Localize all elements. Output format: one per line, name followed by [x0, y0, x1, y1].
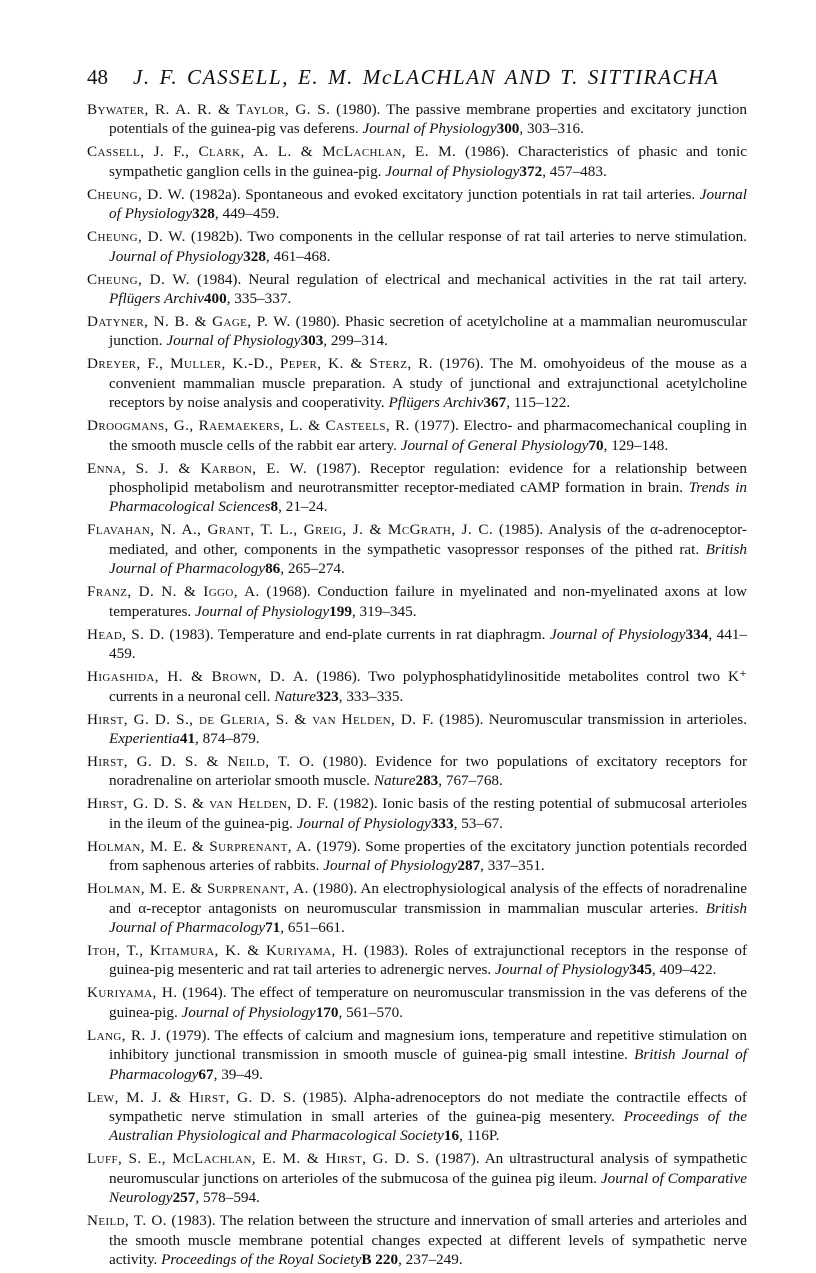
- reference-authors: Dreyer, F., Muller, K.-D., Peper, K. & Sterz, R.: [87, 355, 433, 373]
- reference-text: (1979). Some properties of the excitatory junction potentials recorded from saphenous arteries of rabbits.: [109, 837, 747, 875]
- reference-text: (1984). Neural regulation of electrical and mechanical activities in the rat tail artery.: [189, 270, 747, 288]
- reference-pages: , 461–468.: [265, 247, 331, 265]
- reference-entry: [87, 582, 747, 621]
- reference-text: (1985). Alpha-adrenoceptors do not mediate the contractile effects of sympathetic nerve stimulation in small arteries of the guinea-pig mesentery.: [109, 1088, 747, 1125]
- reference-authors: Cassell, J. F., Clark, A. L. & McLachlan, E. M.: [87, 143, 457, 161]
- reference-entry: [87, 983, 747, 1022]
- reference-text: (1980). Evidence for two populations of excitatory receptors for noradrenaline on arteriolar smooth muscle.: [109, 752, 747, 790]
- reference-volume: 334: [685, 625, 709, 643]
- reference-journal: Journal of Physiology: [181, 1003, 316, 1021]
- reference-entry: [87, 459, 747, 517]
- reference-pages: , 409–422.: [651, 961, 717, 979]
- reference-volume: B 220: [361, 1251, 399, 1268]
- reference-entry: [87, 625, 747, 664]
- reference-journal: Journal of Physiology: [195, 602, 330, 620]
- reference-journal: Pflügers Archiv: [388, 394, 484, 412]
- reference-pages: , 39–49.: [213, 1065, 263, 1083]
- reference-journal: Journal of Comparative Neurology: [109, 1169, 747, 1207]
- reference-authors: Neild, T. O.: [87, 1212, 167, 1230]
- running-head: J. F. CASSELL, E. M. McLACHLAN AND T. SITTIRACHA: [133, 65, 720, 89]
- reference-authors: Bywater, R. A. R. & Taylor, G. S.: [87, 101, 331, 118]
- reference-text: (1968). Conduction failure in myelinated and non-myelinated axons at low temperatures.: [109, 583, 748, 620]
- reference-entry: [87, 270, 747, 309]
- reference-journal: Proceedings of the Australian Physiological and Pharmacological Society: [109, 1107, 747, 1145]
- reference-journal: Journal of General Physiology: [400, 436, 589, 454]
- reference-journal: Proceedings of the Royal Society: [161, 1251, 362, 1268]
- reference-journal: Nature: [274, 687, 316, 705]
- reference-pages: , 561–570.: [338, 1003, 404, 1021]
- reference-volume: 170: [315, 1003, 339, 1021]
- reference-entry: [87, 1149, 747, 1207]
- reference-entry: [87, 520, 747, 578]
- reference-pages: , 21–24.: [278, 498, 328, 516]
- reference-entry: [87, 1211, 747, 1269]
- reference-text: (1980). The passive membrane properties and excitatory junction potentials of the guinea-pig vas deferens.: [109, 101, 747, 138]
- reference-journal: Journal of Physiology: [494, 961, 630, 979]
- reference-authors: Cheung, D. W.: [87, 270, 190, 288]
- reference-volume: 300: [496, 120, 520, 138]
- reference-authors: Luff, S. E., McLachlan, E. M. & Hirst, G. D. S.: [87, 1150, 430, 1168]
- reference-authors: Kuriyama, H.: [87, 984, 178, 1002]
- reference-pages: , 129–148.: [603, 436, 669, 454]
- reference-pages: , 299–314.: [323, 332, 388, 350]
- reference-entry: [87, 752, 747, 791]
- reference-text: (1976). The M. omohyoideus of the mouse as a convenient mammalian muscle preparation. A study of junctional and extrajunctional acetylcholine receptors by noise analysis and cooperativity.: [109, 355, 747, 412]
- reference-pages: , 53–67.: [453, 814, 503, 832]
- reference-text: (1983). Roles of extrajunctional receptors in the response of guinea-pig mesenteric and rat tail arteries to adrenergic nerves.: [109, 941, 748, 979]
- reference-authors: Franz, D. N. & Iggo, A.: [87, 583, 260, 601]
- reference-text: (1985). Neuromuscular transmission in arterioles.: [433, 710, 747, 728]
- reference-volume: 71: [265, 918, 281, 936]
- reference-authors: Enna, S. J. & Karbon, E. W.: [87, 459, 308, 477]
- reference-authors: Cheung, D. W.: [87, 228, 186, 246]
- reference-authors: Flavahan, N. A., Grant, T. L., Greig, J. & McGrath, J. C.: [87, 521, 494, 539]
- reference-pages: , 265–274.: [280, 560, 345, 578]
- reference-pages: , 333–335.: [338, 687, 404, 705]
- reference-text: (1985). Analysis of the α-adrenoceptor-mediated, and other, components in the sympathetic vasopressor responses of the pithed rat.: [109, 521, 747, 558]
- reference-pages: , 457–483.: [542, 162, 607, 180]
- reference-pages: , 337–351.: [480, 857, 545, 875]
- reference-authors: Holman, M. E. & Surprenant, A.: [87, 880, 309, 898]
- reference-text: (1986). Two polyphosphatidylinositide metabolites control two K⁺ currents in a neuronal cell.: [109, 668, 747, 705]
- reference-authors: Head, S. D.: [87, 625, 165, 643]
- reference-entry: [87, 941, 747, 980]
- reference-list: [87, 100, 747, 1273]
- reference-pages: , 303–316.: [519, 120, 584, 138]
- reference-text: (1987). Receptor regulation: evidence for a relationship between phospholipid metabolism and neurotransmitter receptor-mediated cAMP formation in brain.: [109, 459, 747, 497]
- reference-journal: Journal of Physiology: [109, 247, 244, 265]
- reference-journal: Journal of Physiology: [109, 185, 747, 223]
- page-number: 48: [87, 65, 108, 89]
- reference-journal: Nature: [373, 772, 416, 790]
- reference-journal: British Journal of Pharmacology: [109, 899, 747, 936]
- reference-volume: 8: [270, 498, 279, 516]
- reference-text: (1980). An electrophysiological analysis of the effects of noradrenaline and α-receptor antagonists on neuromuscular transmission in mammalian muscular arteries.: [109, 880, 748, 917]
- reference-pages: , 115–122.: [506, 394, 571, 412]
- reference-authors: Higashida, H. & Brown, D. A.: [87, 668, 309, 686]
- reference-entry: [87, 667, 747, 706]
- reference-volume: 16: [443, 1127, 460, 1145]
- reference-journal: British Journal of Pharmacology: [109, 540, 747, 578]
- reference-text: (1983). The relation between the structure and innervation of small arteries and arterioles and the smooth muscle membrane potential changes expected at different levels of sympathetic nerve activity.: [109, 1212, 747, 1268]
- reference-text: (1986). Characteristics of phasic and tonic sympathetic ganglion cells in the guinea-pig.: [109, 143, 747, 180]
- reference-entry: [87, 227, 747, 266]
- reference-volume: 41: [179, 729, 196, 747]
- reference-journal: Journal of Physiology: [323, 857, 458, 875]
- reference-entry: [87, 879, 747, 937]
- reference-authors: Lew, M. J. & Hirst, G. D. S.: [87, 1088, 296, 1106]
- reference-entry: [87, 710, 747, 749]
- reference-entry: [87, 794, 747, 833]
- reference-pages: , 449–459.: [214, 205, 280, 223]
- reference-journal: Trends in Pharmacological Sciences: [109, 479, 748, 516]
- reference-authors: Holman, M. E. & Surprenant, A.: [87, 837, 312, 855]
- reference-journal: Pflügers Archiv: [109, 290, 204, 308]
- reference-entry: [87, 837, 747, 876]
- page-header: [87, 62, 747, 92]
- reference-volume: 323: [315, 687, 339, 705]
- reference-text: (1982b). Two components in the cellular response of rat tail arteries to nerve stimulation.: [185, 228, 747, 246]
- reference-journal: Experientia: [109, 729, 180, 747]
- reference-text: (1987). An ultrastructural analysis of sympathetic neuromuscular junctions on arterioles of the submucosa of the guinea pig ileum.: [109, 1150, 747, 1187]
- reference-volume: 328: [192, 205, 215, 223]
- reference-volume: 257: [172, 1189, 196, 1207]
- reference-pages: , 116P.: [459, 1127, 500, 1145]
- reference-entry: [87, 1026, 747, 1084]
- reference-journal: British Journal of Pharmacology: [109, 1046, 747, 1083]
- reference-text: (1979). The effects of calcium and magnesium ions, temperature and repetitive stimulation on inhibitory junctional transmission in smooth muscle of guinea-pig small intestine.: [109, 1026, 747, 1064]
- reference-entry: [87, 416, 747, 455]
- reference-pages: , 578–594.: [195, 1189, 260, 1207]
- reference-volume: 199: [329, 602, 352, 620]
- reference-authors: Cheung, D. W.: [87, 185, 186, 203]
- reference-authors: Hirst, G. D. S. & Neild, T. O.: [87, 752, 315, 770]
- reference-pages: , 874–879.: [195, 729, 260, 747]
- reference-pages: , 319–345.: [351, 602, 417, 620]
- reference-authors: Hirst, G. D. S., de Gleria, S. & van Helden, D. F.: [87, 710, 434, 728]
- reference-volume: 283: [415, 772, 439, 790]
- reference-entry: [87, 185, 747, 224]
- reference-journal: Journal of Physiology: [296, 814, 431, 832]
- reference-pages: , 335–337.: [226, 290, 292, 308]
- reference-volume: 400: [203, 290, 227, 308]
- reference-authors: Droogmans, G., Raemaekers, L. & Casteels, R.: [87, 417, 410, 435]
- reference-text: (1982). Ionic basis of the resting potential of submucosal arterioles in the ileum of the guinea-pig.: [109, 795, 748, 832]
- reference-entry: [87, 142, 747, 181]
- reference-volume: 287: [457, 857, 481, 875]
- reference-volume: 372: [519, 162, 543, 180]
- reference-pages: , 767–768.: [438, 772, 503, 790]
- reference-volume: 345: [629, 961, 652, 979]
- reference-text: (1983). Temperature and end-plate currents in rat diaphragm.: [164, 625, 550, 643]
- reference-text: (1977). Electro- and pharmacomechanical coupling in the smooth muscle cells of the rabbit ear artery.: [109, 417, 747, 454]
- reference-volume: 67: [198, 1065, 214, 1083]
- reference-entry: [87, 312, 747, 351]
- reference-journal: Journal of Physiology: [362, 120, 497, 138]
- reference-volume: 70: [588, 436, 604, 454]
- reference-volume: 86: [265, 560, 281, 578]
- reference-volume: 328: [243, 247, 266, 265]
- reference-entry: [87, 100, 747, 139]
- reference-authors: Itoh, T., Kitamura, K. & Kuriyama, H.: [87, 941, 358, 959]
- reference-journal: Journal of Physiology: [166, 332, 301, 350]
- reference-volume: 303: [300, 332, 324, 350]
- reference-entry: [87, 1088, 747, 1146]
- reference-text: (1982a). Spontaneous and evoked excitatory junction potentials in rat tail arteries.: [185, 185, 700, 203]
- reference-text: (1980). Phasic secretion of acetylcholine at a mammalian neuromuscular junction.: [109, 313, 748, 350]
- reference-authors: Lang, R. J.: [87, 1026, 162, 1044]
- reference-journal: Journal of Physiology: [385, 162, 520, 180]
- reference-pages: , 441–459.: [109, 625, 748, 663]
- reference-pages: , 237–249.: [398, 1251, 463, 1268]
- reference-journal: Journal of Physiology: [549, 625, 686, 643]
- reference-text: (1964). The effect of temperature on neuromuscular transmission in the vas deferens of the guinea-pig.: [109, 984, 747, 1021]
- reference-pages: , 651–661.: [280, 918, 345, 936]
- reference-entry: [87, 354, 747, 412]
- reference-authors: Datyner, N. B. & Gage, P. W.: [87, 313, 291, 331]
- reference-volume: 333: [430, 814, 454, 832]
- reference-authors: Hirst, G. D. S. & van Helden, D. F.: [87, 795, 329, 813]
- reference-volume: 367: [483, 394, 507, 412]
